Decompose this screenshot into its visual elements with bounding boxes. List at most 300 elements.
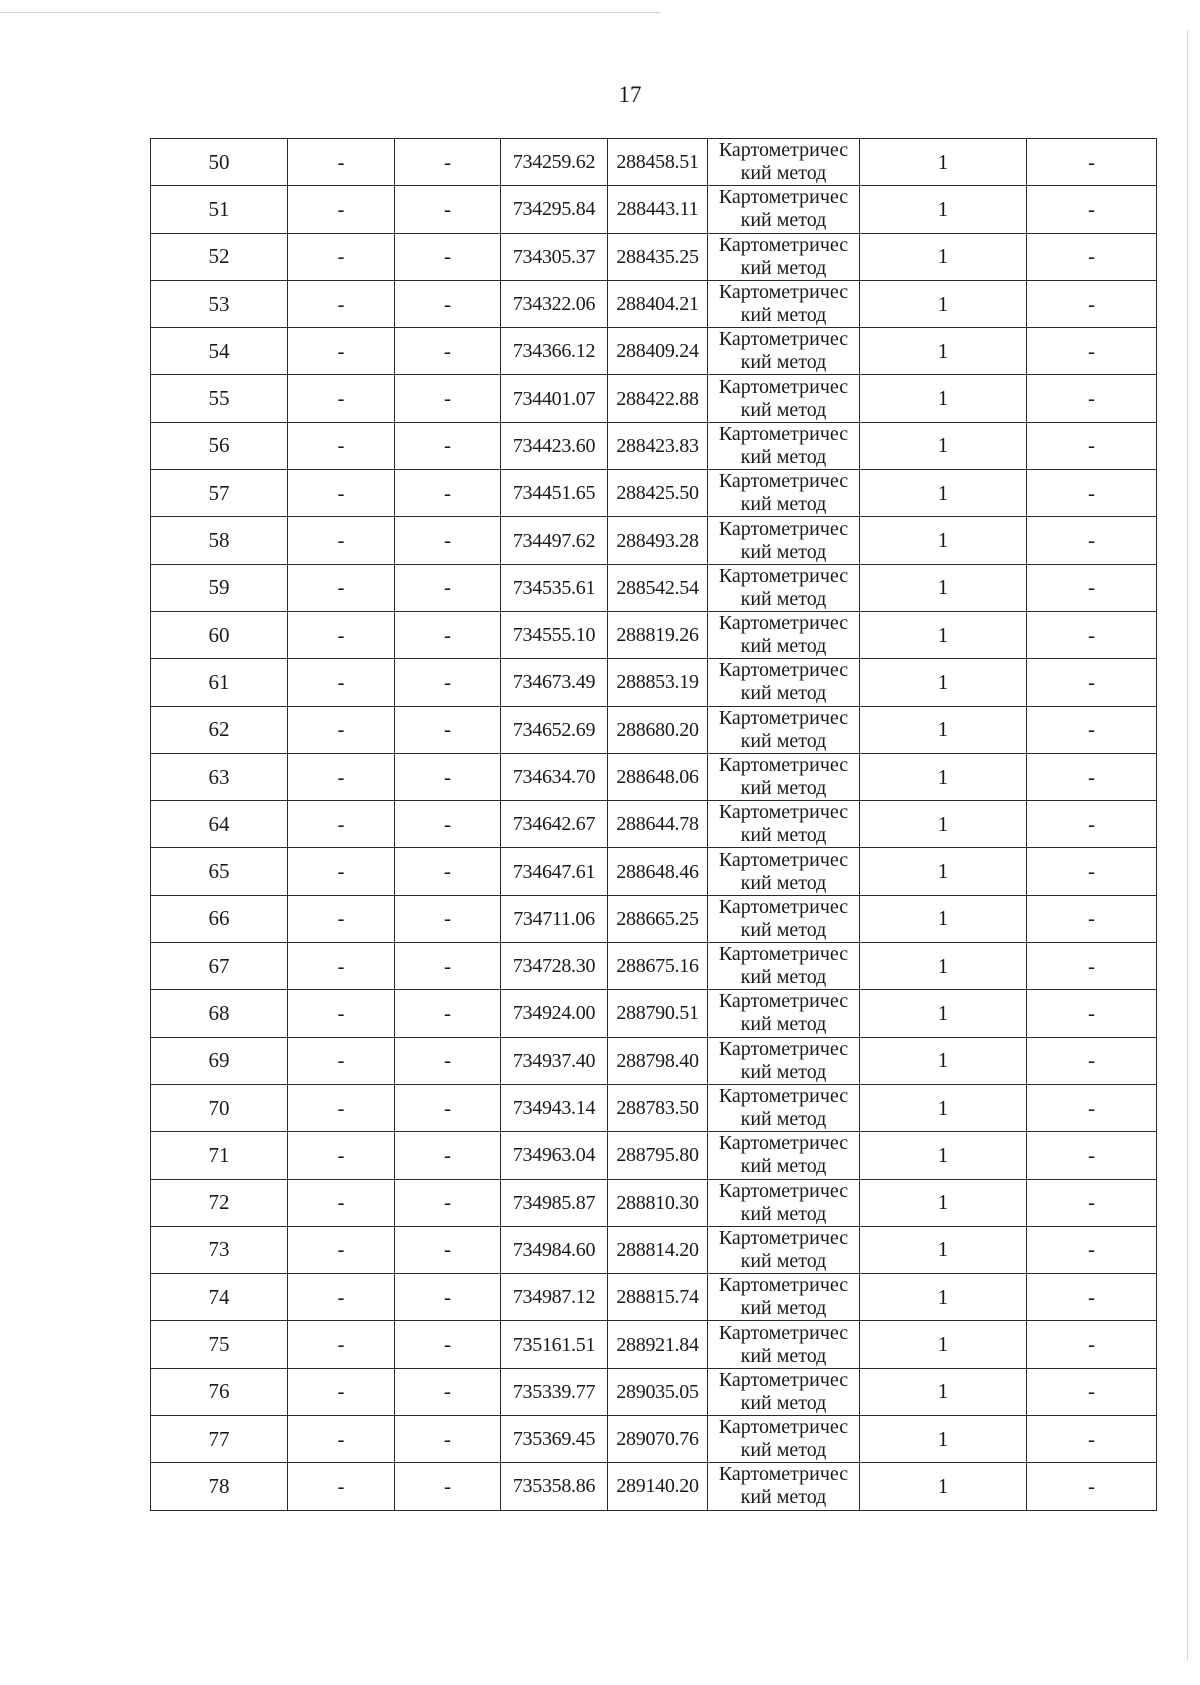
column-3-cell: - bbox=[395, 375, 501, 422]
method-text-line-2: кий метод bbox=[740, 1439, 827, 1462]
accuracy-cell: 1 bbox=[860, 139, 1027, 186]
column-2-cell: - bbox=[288, 659, 395, 706]
x-coordinate-cell: 735358.86 bbox=[501, 1463, 608, 1510]
method-text-line-2: кий метод bbox=[740, 1013, 827, 1036]
method-cell bbox=[708, 1084, 860, 1131]
x-coordinate-cell: 734937.40 bbox=[501, 1037, 608, 1084]
x-coordinate-cell: 734711.06 bbox=[501, 895, 608, 942]
accuracy-cell: 1 bbox=[860, 895, 1027, 942]
note-cell: - bbox=[1027, 328, 1157, 375]
column-3-cell: - bbox=[395, 895, 501, 942]
method-text-line-2: кий метод bbox=[740, 1060, 827, 1083]
column-2-cell: - bbox=[288, 328, 395, 375]
method-text-line-1: Картометричес bbox=[718, 659, 849, 682]
table-row bbox=[151, 1368, 1157, 1415]
column-2-cell: - bbox=[288, 1132, 395, 1179]
table-row bbox=[151, 753, 1157, 800]
point-number-cell: 61 bbox=[151, 659, 288, 706]
x-coordinate-cell: 734451.65 bbox=[501, 470, 608, 517]
point-number-cell: 68 bbox=[151, 990, 288, 1037]
note-cell: - bbox=[1027, 990, 1157, 1037]
column-2-cell: - bbox=[288, 943, 395, 990]
point-number-cell: 54 bbox=[151, 328, 288, 375]
accuracy-cell: 1 bbox=[860, 186, 1027, 233]
x-coordinate-cell: 735369.45 bbox=[501, 1416, 608, 1463]
column-3-cell: - bbox=[395, 1368, 501, 1415]
column-3-cell: - bbox=[395, 990, 501, 1037]
method-text-line-2: кий метод bbox=[740, 871, 827, 894]
column-2-cell: - bbox=[288, 186, 395, 233]
y-coordinate-cell: 288675.16 bbox=[608, 943, 708, 990]
method-text-line-1: Картометричес bbox=[718, 943, 849, 966]
accuracy-cell: 1 bbox=[860, 1463, 1027, 1510]
table-row bbox=[151, 470, 1157, 517]
accuracy-cell: 1 bbox=[860, 611, 1027, 658]
method-cell bbox=[708, 233, 860, 280]
method-text-line-2: кий метод bbox=[740, 1155, 827, 1178]
note-cell: - bbox=[1027, 470, 1157, 517]
method-text-line-2: кий метод bbox=[740, 682, 827, 705]
method-cell bbox=[708, 990, 860, 1037]
x-coordinate-cell: 734985.87 bbox=[501, 1179, 608, 1226]
x-coordinate-cell: 734259.62 bbox=[501, 139, 608, 186]
y-coordinate-cell: 288795.80 bbox=[608, 1132, 708, 1179]
method-text-line-1: Картометричес bbox=[718, 1321, 849, 1344]
method-cell bbox=[708, 422, 860, 469]
column-2-cell: - bbox=[288, 564, 395, 611]
y-coordinate-cell: 288680.20 bbox=[608, 706, 708, 753]
method-text-line-1: Картометричес bbox=[718, 281, 849, 304]
method-text-line-1: Картометричес bbox=[718, 990, 849, 1013]
method-text-line-1: Картометричес bbox=[718, 754, 849, 776]
x-coordinate-cell: 734366.12 bbox=[501, 328, 608, 375]
note-cell: - bbox=[1027, 1179, 1157, 1226]
x-coordinate-cell: 734401.07 bbox=[501, 375, 608, 422]
note-cell: - bbox=[1027, 1368, 1157, 1415]
y-coordinate-cell: 288648.06 bbox=[608, 753, 708, 800]
accuracy-cell: 1 bbox=[860, 1037, 1027, 1084]
column-3-cell: - bbox=[395, 1132, 501, 1179]
method-cell bbox=[708, 1321, 860, 1368]
point-number-cell: 57 bbox=[151, 470, 288, 517]
method-text-line-1: Картометричес bbox=[718, 801, 849, 824]
method-cell bbox=[708, 801, 860, 848]
x-coordinate-cell: 734642.67 bbox=[501, 801, 608, 848]
column-2-cell: - bbox=[288, 753, 395, 800]
y-coordinate-cell: 288493.28 bbox=[608, 517, 708, 564]
x-coordinate-cell: 734987.12 bbox=[501, 1274, 608, 1321]
note-cell: - bbox=[1027, 1037, 1157, 1084]
column-3-cell: - bbox=[395, 186, 501, 233]
method-text-line-1: Картометричес bbox=[718, 848, 849, 871]
column-2-cell: - bbox=[288, 139, 395, 186]
x-coordinate-cell: 735161.51 bbox=[501, 1321, 608, 1368]
column-2-cell: - bbox=[288, 1179, 395, 1226]
y-coordinate-cell: 288815.74 bbox=[608, 1274, 708, 1321]
column-3-cell: - bbox=[395, 1226, 501, 1273]
table-row bbox=[151, 611, 1157, 658]
method-text-line-1: Картометричес bbox=[718, 895, 849, 918]
x-coordinate-cell: 734728.30 bbox=[501, 943, 608, 990]
method-text-line-2: кий метод bbox=[740, 1249, 827, 1272]
column-2-cell: - bbox=[288, 233, 395, 280]
y-coordinate-cell: 288422.88 bbox=[608, 375, 708, 422]
column-3-cell: - bbox=[395, 422, 501, 469]
method-cell bbox=[708, 1226, 860, 1273]
point-number-cell: 65 bbox=[151, 848, 288, 895]
y-coordinate-cell: 288814.20 bbox=[608, 1226, 708, 1273]
note-cell: - bbox=[1027, 1226, 1157, 1273]
x-coordinate-cell: 734423.60 bbox=[501, 422, 608, 469]
note-cell: - bbox=[1027, 186, 1157, 233]
table-row bbox=[151, 1463, 1157, 1510]
method-cell bbox=[708, 659, 860, 706]
y-coordinate-cell: 288542.54 bbox=[608, 564, 708, 611]
method-cell bbox=[708, 1179, 860, 1226]
method-text-line-1: Картометричес bbox=[718, 517, 849, 540]
accuracy-cell: 1 bbox=[860, 801, 1027, 848]
note-cell: - bbox=[1027, 564, 1157, 611]
accuracy-cell: 1 bbox=[860, 375, 1027, 422]
column-3-cell: - bbox=[395, 848, 501, 895]
note-cell: - bbox=[1027, 375, 1157, 422]
point-number-cell: 50 bbox=[151, 139, 288, 186]
table-row bbox=[151, 848, 1157, 895]
scan-edge-right bbox=[1187, 30, 1188, 1660]
y-coordinate-cell: 288425.50 bbox=[608, 470, 708, 517]
column-3-cell: - bbox=[395, 943, 501, 990]
table-row bbox=[151, 1037, 1157, 1084]
x-coordinate-cell: 734295.84 bbox=[501, 186, 608, 233]
method-cell bbox=[708, 848, 860, 895]
method-text-line-1: Картометричес bbox=[718, 1463, 849, 1486]
column-2-cell: - bbox=[288, 1321, 395, 1368]
x-coordinate-cell: 734673.49 bbox=[501, 659, 608, 706]
point-number-cell: 74 bbox=[151, 1274, 288, 1321]
x-coordinate-cell: 734305.37 bbox=[501, 233, 608, 280]
table-row bbox=[151, 1179, 1157, 1226]
column-2-cell: - bbox=[288, 990, 395, 1037]
method-text-line-1: Картометричес bbox=[718, 470, 849, 493]
method-cell bbox=[708, 706, 860, 753]
method-cell bbox=[708, 564, 860, 611]
accuracy-cell: 1 bbox=[860, 1226, 1027, 1273]
coordinates-table-wrapper bbox=[150, 138, 1156, 1511]
point-number-cell: 63 bbox=[151, 753, 288, 800]
column-2-cell: - bbox=[288, 706, 395, 753]
table-row bbox=[151, 280, 1157, 327]
note-cell: - bbox=[1027, 139, 1157, 186]
method-cell bbox=[708, 753, 860, 800]
y-coordinate-cell: 288423.83 bbox=[608, 422, 708, 469]
accuracy-cell: 1 bbox=[860, 1132, 1027, 1179]
note-cell: - bbox=[1027, 1321, 1157, 1368]
method-cell bbox=[708, 1037, 860, 1084]
note-cell: - bbox=[1027, 1463, 1157, 1510]
note-cell: - bbox=[1027, 517, 1157, 564]
accuracy-cell: 1 bbox=[860, 1368, 1027, 1415]
column-3-cell: - bbox=[395, 517, 501, 564]
method-text-line-1: Картометричес bbox=[718, 422, 849, 445]
point-number-cell: 76 bbox=[151, 1368, 288, 1415]
method-text-line-2: кий метод bbox=[740, 304, 827, 327]
column-2-cell: - bbox=[288, 1084, 395, 1131]
y-coordinate-cell: 288644.78 bbox=[608, 801, 708, 848]
method-text-line-2: кий метод bbox=[740, 493, 827, 516]
method-text-line-2: кий метод bbox=[740, 966, 827, 989]
note-cell: - bbox=[1027, 1084, 1157, 1131]
method-text-line-2: кий метод bbox=[740, 777, 827, 799]
point-number-cell: 59 bbox=[151, 564, 288, 611]
accuracy-cell: 1 bbox=[860, 1416, 1027, 1463]
column-3-cell: - bbox=[395, 706, 501, 753]
table-row bbox=[151, 233, 1157, 280]
column-3-cell: - bbox=[395, 1463, 501, 1510]
method-text-line-2: кий метод bbox=[740, 445, 827, 468]
point-number-cell: 67 bbox=[151, 943, 288, 990]
method-cell bbox=[708, 1274, 860, 1321]
method-text-line-2: кий метод bbox=[740, 1297, 827, 1320]
method-text-line-2: кий метод bbox=[740, 824, 827, 847]
y-coordinate-cell: 288783.50 bbox=[608, 1084, 708, 1131]
column-3-cell: - bbox=[395, 801, 501, 848]
column-3-cell: - bbox=[395, 1321, 501, 1368]
method-cell bbox=[708, 517, 860, 564]
method-cell bbox=[708, 1132, 860, 1179]
y-coordinate-cell: 288921.84 bbox=[608, 1321, 708, 1368]
accuracy-cell: 1 bbox=[860, 706, 1027, 753]
accuracy-cell: 1 bbox=[860, 1321, 1027, 1368]
method-text-line-2: кий метод bbox=[740, 1391, 827, 1414]
accuracy-cell: 1 bbox=[860, 422, 1027, 469]
method-text-line-2: кий метод bbox=[740, 1108, 827, 1131]
table-row bbox=[151, 186, 1157, 233]
method-text-line-2: кий метод bbox=[740, 1486, 827, 1509]
method-text-line-1: Картометричес bbox=[718, 186, 849, 209]
scan-edge-top bbox=[0, 12, 660, 13]
column-3-cell: - bbox=[395, 1274, 501, 1321]
column-3-cell: - bbox=[395, 470, 501, 517]
method-text-line-2: кий метод bbox=[740, 587, 827, 610]
note-cell: - bbox=[1027, 1416, 1157, 1463]
column-2-cell: - bbox=[288, 422, 395, 469]
y-coordinate-cell: 288853.19 bbox=[608, 659, 708, 706]
method-cell bbox=[708, 943, 860, 990]
method-text-line-1: Картометричес bbox=[718, 1085, 849, 1108]
accuracy-cell: 1 bbox=[860, 753, 1027, 800]
x-coordinate-cell: 734555.10 bbox=[501, 611, 608, 658]
method-cell bbox=[708, 280, 860, 327]
point-number-cell: 71 bbox=[151, 1132, 288, 1179]
note-cell: - bbox=[1027, 1132, 1157, 1179]
column-3-cell: - bbox=[395, 753, 501, 800]
y-coordinate-cell: 288810.30 bbox=[608, 1179, 708, 1226]
method-text-line-1: Картометричес bbox=[718, 1368, 849, 1391]
table-row bbox=[151, 895, 1157, 942]
column-2-cell: - bbox=[288, 470, 395, 517]
method-cell bbox=[708, 1416, 860, 1463]
x-coordinate-cell: 734984.60 bbox=[501, 1226, 608, 1273]
x-coordinate-cell: 734497.62 bbox=[501, 517, 608, 564]
method-cell bbox=[708, 375, 860, 422]
table-row bbox=[151, 422, 1157, 469]
point-number-cell: 53 bbox=[151, 280, 288, 327]
note-cell: - bbox=[1027, 943, 1157, 990]
table-row bbox=[151, 1226, 1157, 1273]
method-text-line-1: Картометричес bbox=[718, 706, 849, 729]
note-cell: - bbox=[1027, 753, 1157, 800]
y-coordinate-cell: 288458.51 bbox=[608, 139, 708, 186]
method-text-line-2: кий метод bbox=[740, 351, 827, 374]
accuracy-cell: 1 bbox=[860, 328, 1027, 375]
point-number-cell: 55 bbox=[151, 375, 288, 422]
method-text-line-1: Картометричес bbox=[718, 1037, 849, 1060]
method-cell bbox=[708, 328, 860, 375]
method-text-line-1: Картометричес bbox=[718, 233, 849, 256]
method-text-line-1: Картометричес bbox=[718, 1416, 849, 1439]
note-cell: - bbox=[1027, 233, 1157, 280]
table-row bbox=[151, 1132, 1157, 1179]
note-cell: - bbox=[1027, 706, 1157, 753]
y-coordinate-cell: 288409.24 bbox=[608, 328, 708, 375]
column-2-cell: - bbox=[288, 801, 395, 848]
x-coordinate-cell: 734924.00 bbox=[501, 990, 608, 1037]
method-text-line-2: кий метод bbox=[740, 540, 827, 563]
point-number-cell: 64 bbox=[151, 801, 288, 848]
accuracy-cell: 1 bbox=[860, 659, 1027, 706]
column-2-cell: - bbox=[288, 848, 395, 895]
note-cell: - bbox=[1027, 1274, 1157, 1321]
table-row bbox=[151, 943, 1157, 990]
table-row bbox=[151, 375, 1157, 422]
column-2-cell: - bbox=[288, 375, 395, 422]
x-coordinate-cell: 734647.61 bbox=[501, 848, 608, 895]
x-coordinate-cell: 734963.04 bbox=[501, 1132, 608, 1179]
y-coordinate-cell: 288798.40 bbox=[608, 1037, 708, 1084]
column-2-cell: - bbox=[288, 1416, 395, 1463]
x-coordinate-cell: 734322.06 bbox=[501, 280, 608, 327]
method-cell bbox=[708, 1368, 860, 1415]
column-3-cell: - bbox=[395, 328, 501, 375]
method-text-line-2: кий метод bbox=[740, 729, 827, 752]
method-text-line-1: Картометричес bbox=[718, 1274, 849, 1297]
table-row bbox=[151, 517, 1157, 564]
method-cell bbox=[708, 139, 860, 186]
table-row bbox=[151, 990, 1157, 1037]
point-number-cell: 73 bbox=[151, 1226, 288, 1273]
x-coordinate-cell: 734943.14 bbox=[501, 1084, 608, 1131]
point-number-cell: 62 bbox=[151, 706, 288, 753]
point-number-cell: 52 bbox=[151, 233, 288, 280]
column-3-cell: - bbox=[395, 1179, 501, 1226]
column-2-cell: - bbox=[288, 280, 395, 327]
y-coordinate-cell: 288665.25 bbox=[608, 895, 708, 942]
page-number: 17 bbox=[618, 82, 642, 107]
method-text-line-1: Картометричес bbox=[718, 612, 849, 635]
method-text-line-2: кий метод bbox=[740, 635, 827, 658]
method-text-line-1: Картометричес bbox=[718, 375, 849, 398]
point-number-cell: 70 bbox=[151, 1084, 288, 1131]
method-cell bbox=[708, 611, 860, 658]
table-row bbox=[151, 706, 1157, 753]
table-row bbox=[151, 328, 1157, 375]
method-text-line-1: Картометричес bbox=[718, 1132, 849, 1155]
column-3-cell: - bbox=[395, 1416, 501, 1463]
column-2-cell: - bbox=[288, 611, 395, 658]
accuracy-cell: 1 bbox=[860, 943, 1027, 990]
note-cell: - bbox=[1027, 659, 1157, 706]
note-cell: - bbox=[1027, 611, 1157, 658]
point-number-cell: 77 bbox=[151, 1416, 288, 1463]
y-coordinate-cell: 288435.25 bbox=[608, 233, 708, 280]
point-number-cell: 58 bbox=[151, 517, 288, 564]
accuracy-cell: 1 bbox=[860, 470, 1027, 517]
table-row bbox=[151, 1321, 1157, 1368]
accuracy-cell: 1 bbox=[860, 1179, 1027, 1226]
method-text-line-2: кий метод bbox=[740, 162, 827, 185]
table-row bbox=[151, 564, 1157, 611]
column-2-cell: - bbox=[288, 517, 395, 564]
column-3-cell: - bbox=[395, 564, 501, 611]
accuracy-cell: 1 bbox=[860, 848, 1027, 895]
table-body bbox=[151, 139, 1157, 1511]
note-cell: - bbox=[1027, 422, 1157, 469]
y-coordinate-cell: 288648.46 bbox=[608, 848, 708, 895]
y-coordinate-cell: 289140.20 bbox=[608, 1463, 708, 1510]
table-row bbox=[151, 1416, 1157, 1463]
accuracy-cell: 1 bbox=[860, 280, 1027, 327]
method-cell bbox=[708, 470, 860, 517]
method-cell bbox=[708, 895, 860, 942]
method-text-line-1: Картометричес bbox=[718, 564, 849, 587]
method-text-line-2: кий метод bbox=[740, 1202, 827, 1225]
x-coordinate-cell: 734652.69 bbox=[501, 706, 608, 753]
table-row bbox=[151, 139, 1157, 186]
method-cell bbox=[708, 1463, 860, 1510]
x-coordinate-cell: 734634.70 bbox=[501, 753, 608, 800]
column-2-cell: - bbox=[288, 1274, 395, 1321]
column-3-cell: - bbox=[395, 611, 501, 658]
point-number-cell: 51 bbox=[151, 186, 288, 233]
method-text-line-2: кий метод bbox=[740, 209, 827, 232]
note-cell: - bbox=[1027, 280, 1157, 327]
x-coordinate-cell: 734535.61 bbox=[501, 564, 608, 611]
table-row bbox=[151, 1084, 1157, 1131]
note-cell: - bbox=[1027, 801, 1157, 848]
method-text-line-1: Картометричес bbox=[718, 139, 849, 162]
point-number-cell: 60 bbox=[151, 611, 288, 658]
column-2-cell: - bbox=[288, 1463, 395, 1510]
point-number-cell: 72 bbox=[151, 1179, 288, 1226]
y-coordinate-cell: 289035.05 bbox=[608, 1368, 708, 1415]
column-3-cell: - bbox=[395, 1037, 501, 1084]
column-2-cell: - bbox=[288, 1368, 395, 1415]
note-cell: - bbox=[1027, 895, 1157, 942]
table-row bbox=[151, 1274, 1157, 1321]
column-3-cell: - bbox=[395, 139, 501, 186]
method-text-line-2: кий метод bbox=[740, 398, 827, 421]
accuracy-cell: 1 bbox=[860, 990, 1027, 1037]
method-text-line-1: Картометричес bbox=[718, 1226, 849, 1249]
point-number-cell: 78 bbox=[151, 1463, 288, 1510]
y-coordinate-cell: 289070.76 bbox=[608, 1416, 708, 1463]
x-coordinate-cell: 735339.77 bbox=[501, 1368, 608, 1415]
column-2-cell: - bbox=[288, 1037, 395, 1084]
coordinates-table bbox=[150, 138, 1157, 1511]
method-text-line-1: Картометричес bbox=[718, 1179, 849, 1202]
column-2-cell: - bbox=[288, 1226, 395, 1273]
column-3-cell: - bbox=[395, 280, 501, 327]
